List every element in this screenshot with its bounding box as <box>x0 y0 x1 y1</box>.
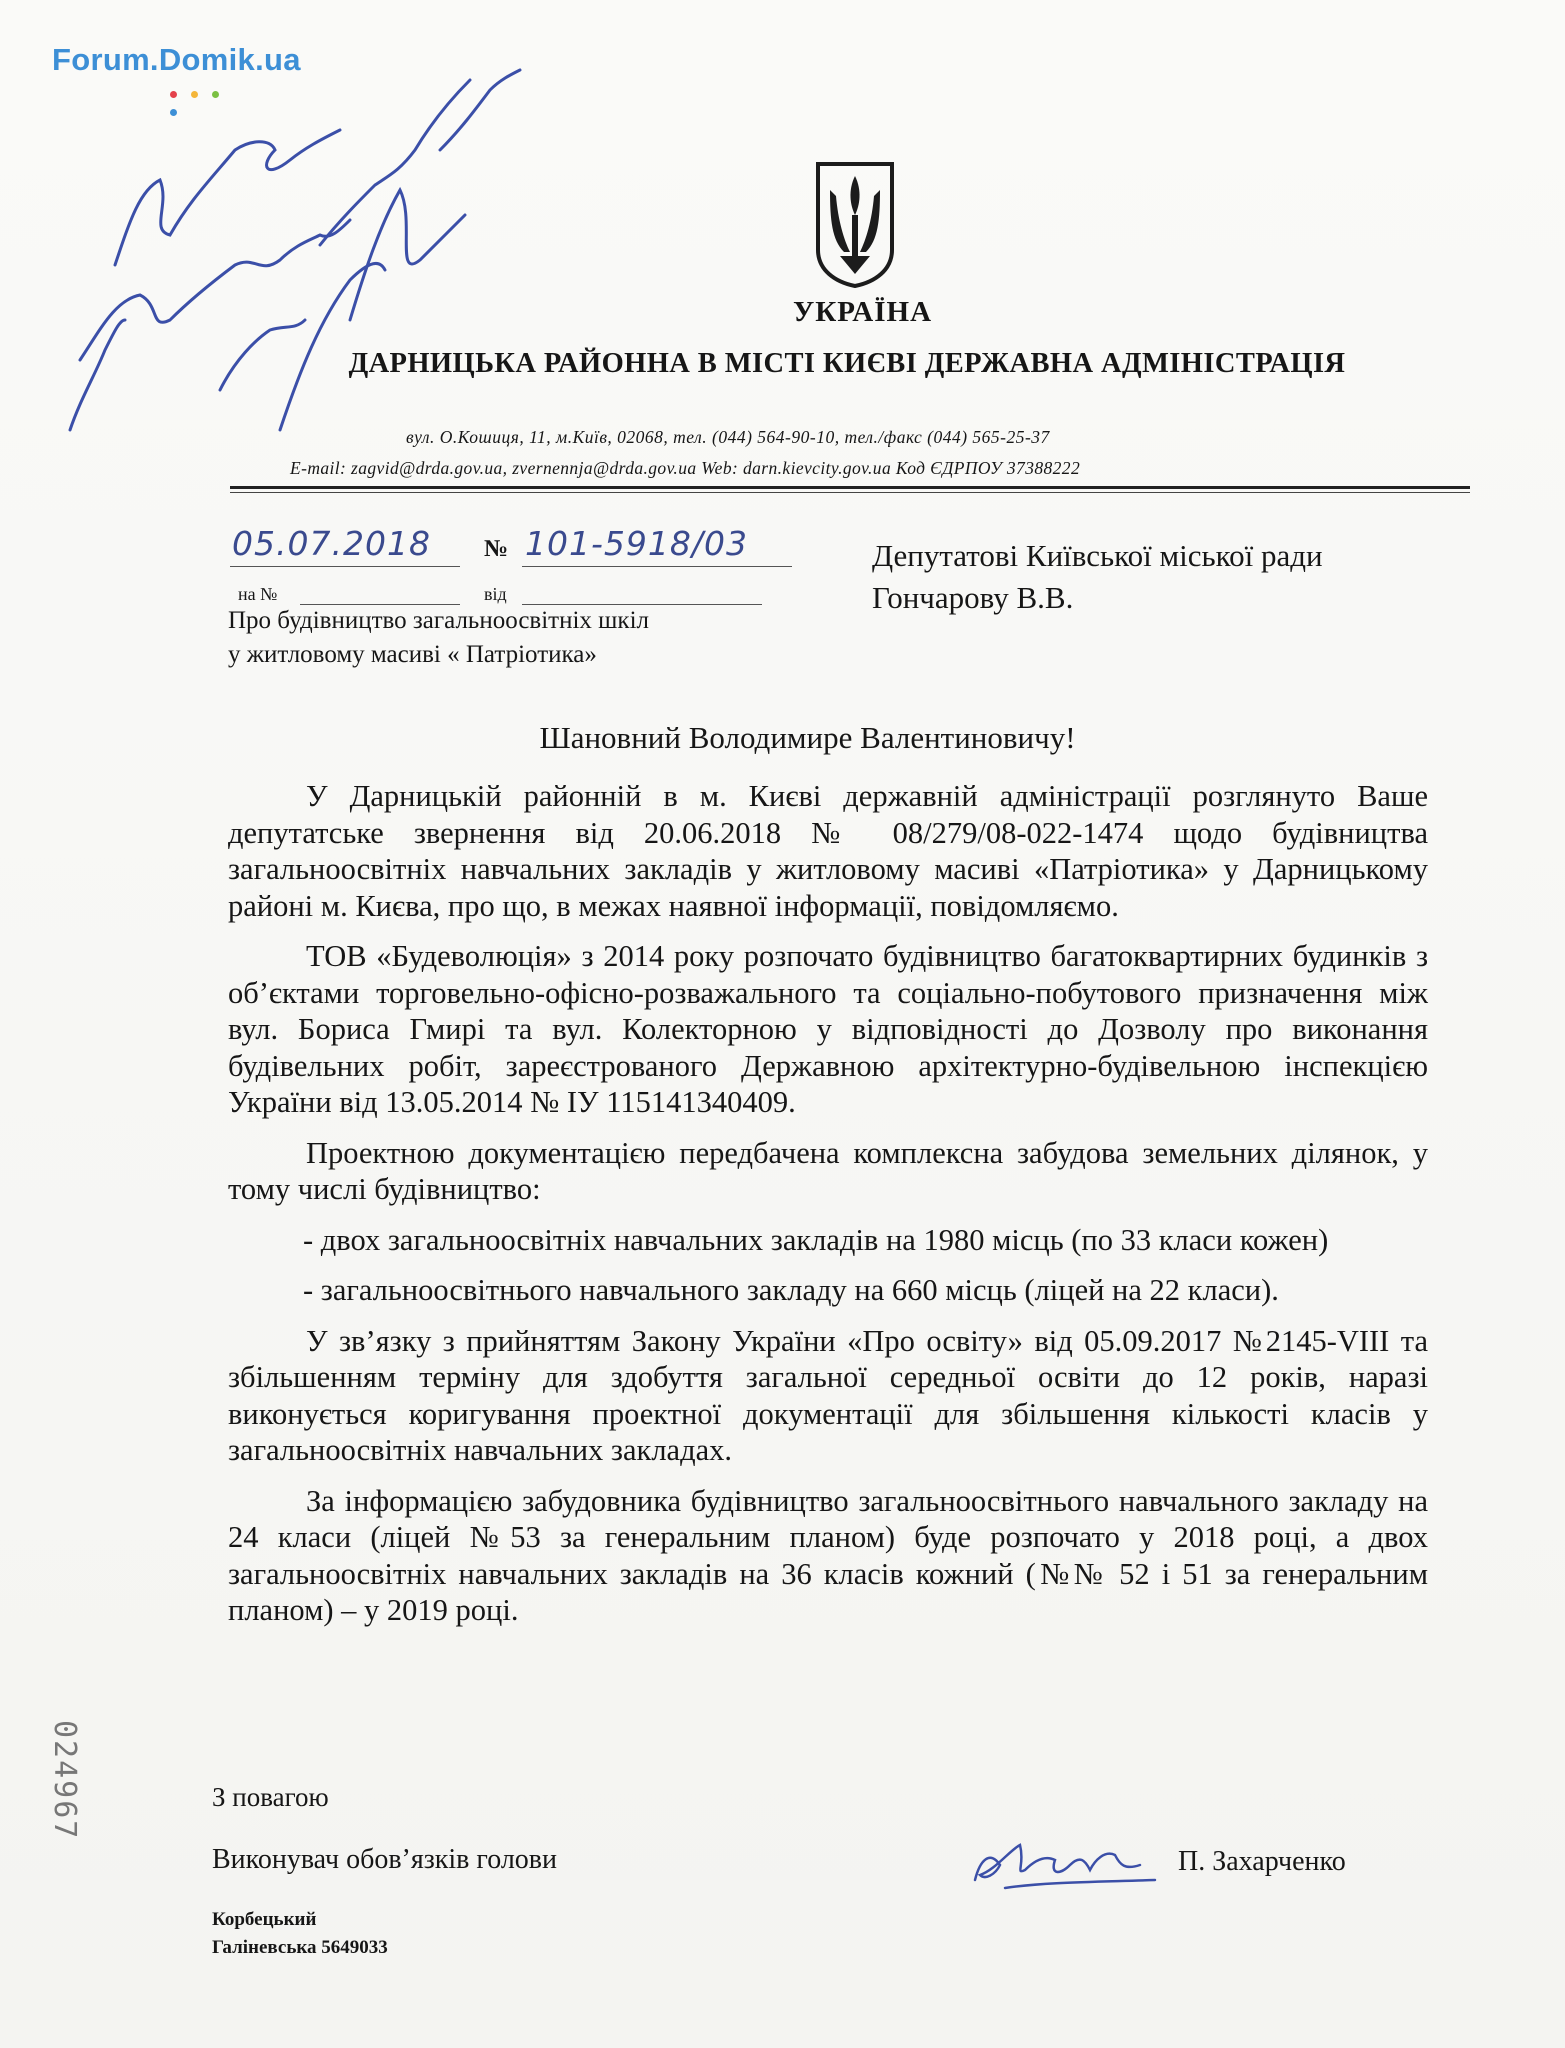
executor-contact: Галіневська 5649033 <box>212 1937 388 1958</box>
addressee-block <box>872 535 1323 619</box>
executor-block <box>212 1906 388 1962</box>
letter-body <box>228 778 1428 1629</box>
letterhead-rule <box>230 486 1470 489</box>
organization-heading: ДАРНИЦЬКА РАЙОННА В МІСТІ КИЄВІ ДЕРЖАВНА АДМІНІСТРАЦІЯ <box>348 348 1346 379</box>
date-underline <box>230 566 460 567</box>
body-paragraph: Проектною документацією передбачена комплексна забудова земельних ділянок, у тому числі будівництво: <box>228 1135 1428 1206</box>
registration-number: 101-5918/03 <box>525 524 748 563</box>
reference-na-label: на № <box>238 584 278 604</box>
closing-phrase: З повагою <box>212 1782 329 1812</box>
body-list-item: - двох загальноосвітніх навчальних закладів на 1980 місць (по 33 класи кожен) <box>303 1222 1329 1257</box>
body-paragraph: ТОВ «Будеволюція» з 2014 року розпочато будівництво багатоквартирних будинків з об’єктами торговельно-офісно-розважального та соціально-побутового призначення між вул. Бориса Гмирі та вул. Колекторною у відповідності до Дозволу про виконання будівельних робіт, зареєстрованого Державною архітектурно-будівельною інспекцією України від 13.05.2014 № ІУ 115141340409. <box>228 939 1428 1119</box>
reference-vid-label: від <box>484 584 507 604</box>
trident-emblem-icon <box>810 160 900 290</box>
body-list-item: - загальноосвітнього навчального закладу на 660 місць (ліцей на 22 класи). <box>303 1273 1279 1307</box>
addressee-name: Гончарову В.В. <box>872 580 1074 615</box>
handwritten-resolution <box>20 30 540 450</box>
number-mark: № <box>484 536 509 562</box>
executor-name: Корбецький <box>212 1909 317 1930</box>
subject-block <box>228 604 649 672</box>
contact-email-line: E-mail: zagvid@drda.gov.ua, zvernennja@drda.gov.ua Web: darn.kievcity.gov.ua Код ЄДРПОУ 37388222 <box>290 458 1081 478</box>
salutation: Шановний Володимире Валентиновичу! <box>539 720 1076 755</box>
number-underline <box>522 566 792 567</box>
body-paragraph: У зв’язку з прийняттям Закону України «Про освіту» від 05.09.2017 №2145-VIII та збільшенням терміну для здобуття загальної середньої освіти до 12 років, наразі виконується коригування проектної документації для збільшення кількості класів у загальноосвітніх навчальних закладах. <box>228 1323 1428 1467</box>
signatory-name: П. Захарченко <box>1178 1846 1346 1877</box>
signatory-position: Виконувач обов’язків голови <box>212 1844 557 1875</box>
side-registration-stamp: 024967 <box>47 1720 82 1841</box>
watermark-text: Forum.Domik.ua <box>52 42 301 77</box>
country-heading: УКРАЇНА <box>792 296 933 328</box>
body-paragraph: У Дарницькій районній в м. Києві державній адміністрації розглянуто Ваше депутатське звернення від 20.06.2018 № 08/279/08-022-1474 щодо будівництва загальноосвітніх навчальних закладів у житловому масиві «Патріотика» у Дарницькому районі м. Києва, про що, в межах наявної інформації, повідомляємо. <box>228 779 1428 923</box>
subject-line: Про будівництво загальноосвітніх шкіл <box>228 607 649 634</box>
body-paragraph: За інформацією забудовника будівництво загальноосвітнього навчального закладу на 24 класи (ліцей №53 за генеральним планом) буде розпочато у 2018 році, а двох загальноосвітніх навчальних закладів на 36 класів кожний (№№ 52 і 51 за генеральним планом) – у 2019 році. <box>228 1483 1428 1627</box>
handwritten-signature <box>965 1820 1165 1900</box>
contact-address-line: вул. О.Кошиця, 11, м.Київ, 02068, тел. (044) 564-90-10, тел./факс (044) 565-25-37 <box>406 427 1050 447</box>
letterhead-rule-thin <box>230 492 1470 493</box>
subject-line: у житловому масиві « Патріотика» <box>228 641 597 668</box>
addressee-line: Депутатові Київської міської ради <box>872 538 1323 573</box>
registration-date: 05.07.2018 <box>232 524 431 563</box>
